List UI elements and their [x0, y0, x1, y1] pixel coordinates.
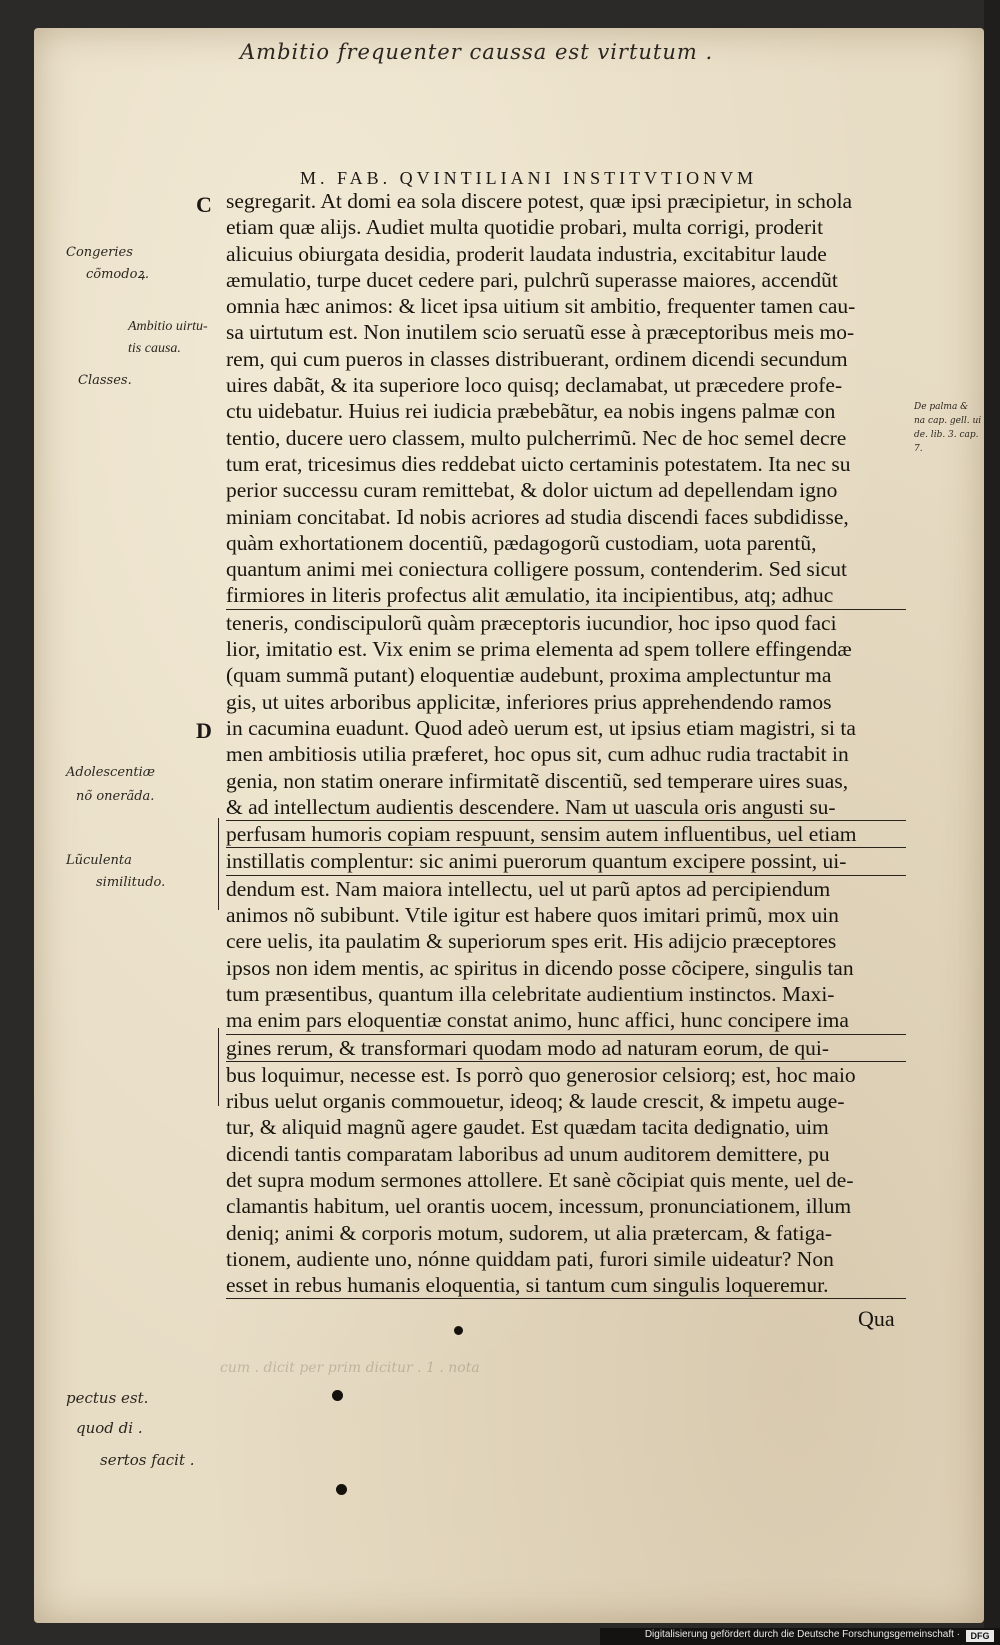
text-line: & ad intellectum audientis descendere. Nam ut uascula oris angusti su-	[226, 794, 906, 821]
text-line: perfusam humoris copiam respuunt, sensim autem influentibus, uel etiam	[226, 821, 906, 848]
margin-bracket	[218, 1028, 227, 1106]
text-line: animos nõ subibunt. Vtile igitur est habere quos imitari primũ, mox uin	[226, 903, 839, 928]
show-through-text: cum . dicit per prim dicitur . 1 . nota	[220, 1360, 480, 1376]
margin-note-ambitio: Ambitio uirtu-	[128, 319, 208, 334]
text-line: perior successu curam remittebat, & dolor uictum ad depellendam igno	[226, 478, 838, 503]
text-line: segregarit. At domi ea sola discere potest, quæ ipsi præcipietur, in schola	[226, 189, 853, 213]
text-line: alicuius obiurgata desidia, proderit laudata industria, excitabitur laude	[226, 241, 827, 266]
text-line: miniam concitabat. Id nobis acriores ad studia discendi faces subdidisse,	[226, 504, 849, 529]
ink-dot	[336, 1484, 347, 1495]
text-line: sa uirtutum est. Non inutilem scio seruatũ esse à præceptoribus meis mo-	[226, 320, 855, 345]
text-line: (quam summã putant) eloquentiæ audebunt, proxima amplectuntur ma	[226, 663, 832, 688]
right-margin-note	[914, 400, 981, 456]
margin-note-classes: Classes.	[78, 373, 132, 388]
running-head: M. FAB. QVINTILIANI INSTITVTIONVM	[300, 168, 758, 188]
margin-note-sertos: sertos facit .	[100, 1451, 195, 1469]
text-line: tum erat, tricesimus dies reddebat uicto certaminis potestatem. Ita nec su	[226, 451, 851, 476]
text-line: ctu uidebatur. Huius rei iudicia præbebãtur, ea nobis ingens palmæ con	[226, 399, 836, 424]
text-line: rem, qui cum pueros in classes distribuerant, ordinem dicendi secundum	[226, 346, 848, 371]
margin-note-quod-di: quod di .	[76, 1419, 143, 1437]
footer-credit: Digitalisierung gefördert durch die Deutsche Forschungsgemeinschaft ·	[644, 1629, 960, 1640]
right-note-line: de. lib. 3. cap.	[914, 430, 979, 440]
text-line: esset in rebus humanis eloquentia, si tantum cum singulis loqueremur.	[226, 1272, 906, 1299]
top-handwritten-annotation: Ambitio frequenter caussa est virtutum .	[240, 40, 714, 64]
text-line: deniq; animi & corporis motum, sudorem, ut alia prætercam, & fatiga-	[226, 1220, 833, 1245]
text-line: lior, imitatio est. Vix enim se prima elementa ad spem tollere effingendæ	[226, 637, 852, 662]
text-line: gis, ut uites arboribus applicitæ, inferiores prius apprehendendo ramos	[226, 689, 832, 714]
margin-note-similitudo: similitudo.	[96, 875, 166, 890]
text-line: clamantis habitum, uel orantis uocem, incessum, pronunciationem, illum	[226, 1194, 852, 1219]
margin-note-causa: tis causa.	[128, 341, 181, 356]
text-line: tum præsentibus, quantum illa celebritate audientium instinctos. Maxi-	[226, 981, 835, 1006]
text-line: quàm exhortationem docentiũ, pædagogorũ custodiam, uota parentũ,	[226, 530, 817, 555]
right-note-line: De palma &	[914, 402, 969, 412]
body-text	[226, 188, 906, 1299]
text-line: instillatis complentur: sic animi puerorum quantum excipere possint, ui-	[226, 848, 906, 875]
text-line: dicendi tantis comparatam laboribus ad unum auditorem demittere, pu	[226, 1141, 830, 1166]
margin-note-pectus: pectus est.	[66, 1389, 149, 1407]
text-line: etiam quæ alijs. Audiet multa quotidie probari, multa corrigi, proderit	[226, 215, 824, 240]
ink-dot	[332, 1390, 343, 1401]
margin-note-non-oneranda: nõ onerãda.	[76, 789, 155, 804]
margin-bracket	[218, 818, 227, 910]
section-mark-d: D	[196, 718, 212, 743]
text-line: firmiores in literis profectus alit æmulatio, ita incipientibus, atq; adhuc	[226, 582, 906, 609]
ink-dot	[454, 1326, 463, 1335]
text-line: det supra modum sermones attollere. Et sanè cõcipiat quis mente, uel de-	[226, 1167, 854, 1192]
text-line: gines rerum, & transformari quodam modo ad naturam eorum, de qui-	[226, 1035, 906, 1062]
text-line: teneris, condiscipulorũ quàm præceptoris iucundior, hoc ipso quod faci	[226, 610, 837, 635]
text-line: genia, non statim onerare infirmitatẽ discentiũ, sed temperare uires suas,	[226, 768, 849, 793]
text-line: uires dabãt, & ita superiore loco quisq; declamabat, ut præcedere profe-	[226, 373, 843, 398]
text-line: in cacumina euadunt. Quod adeò uerum est, ut ipsius etiam magistri, si ta	[226, 715, 856, 740]
text-line: omnia hæc animos: & licet ipsa uitium sit ambitio, frequenter tamen cau-	[226, 294, 856, 319]
text-line: dendum est. Nam maiora intellectu, uel ut parũ aptos ad percipiendum	[226, 876, 831, 901]
text-line: tentio, ducere uero classem, multo pulcherrimũ. Nec de hoc semel decre	[226, 425, 847, 450]
margin-note-congeries: Congeries	[66, 245, 133, 260]
dfg-logo: DFG	[966, 1630, 994, 1642]
text-line: ipsos non idem mentis, ac spiritus in dicendo posse cõcipere, singulis tan	[226, 955, 854, 980]
text-line: ribus uelut organis commouetur, ideoq; & laude crescit, & impetu auge-	[226, 1089, 845, 1114]
margin-note-commodorum: cõmodoꝝ.	[86, 267, 150, 282]
right-note-line: 7.	[914, 444, 923, 454]
text-line: bus loquimur, necesse est. Is porrò quo generosior celsiorq; est, hoc maio	[226, 1062, 856, 1087]
text-line: ma enim pars eloquentiæ constat animo, hunc affici, hunc concipere ima	[226, 1007, 906, 1034]
text-line: cere uelis, ita paulatim & superiorum spes erit. His adijcio præceptores	[226, 929, 837, 954]
margin-note-luculenta: Lũculenta	[66, 853, 132, 868]
catchword: Qua	[858, 1306, 895, 1331]
text-line: æmulatio, turpe ducet cedere pari, pulchrũ superasse maiores, accendũt	[226, 267, 838, 292]
scan-edge	[984, 0, 1000, 1630]
text-line: tur, & aliquid magnũ agere gaudet. Est quædam tacita dedignatio, uim	[226, 1115, 829, 1140]
text-line: men ambitiosis utilia præferet, hoc opus sit, cum adhuc rudia tractabit in	[226, 742, 849, 767]
digitization-footer	[600, 1628, 1000, 1645]
section-mark-c: C	[196, 192, 212, 217]
text-line: tionem, audiente uno, nónne quiddam pati, furori simile uideatur? Non	[226, 1246, 834, 1271]
margin-note-adolescentiae: Adolescentiæ	[66, 765, 156, 780]
text-line: quantum animi mei coniectura colligere possum, contenderim. Sed sicut	[226, 557, 847, 582]
right-note-line: na cap. gell. ui	[914, 416, 982, 426]
